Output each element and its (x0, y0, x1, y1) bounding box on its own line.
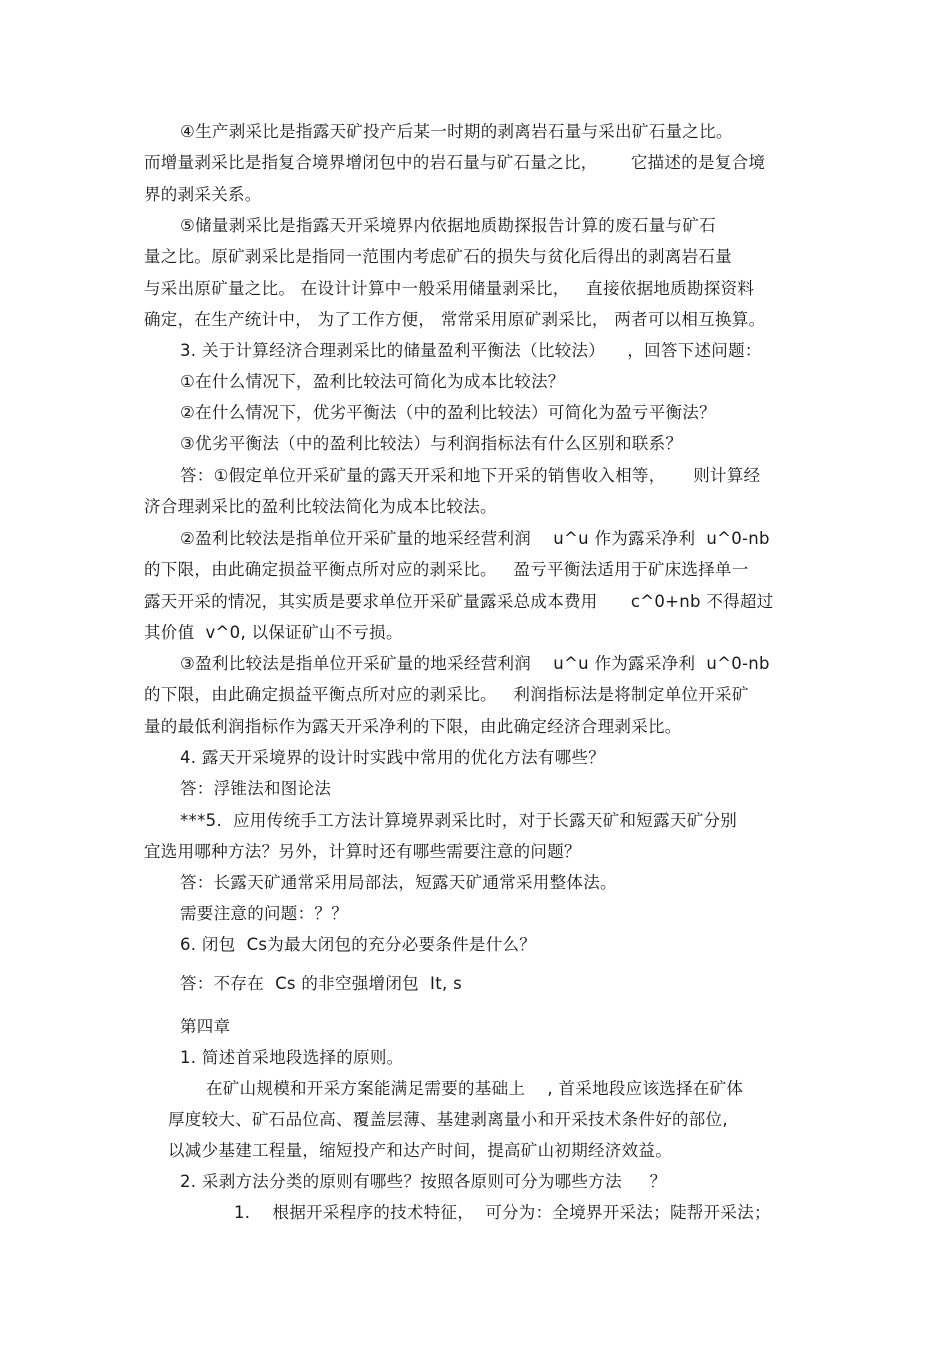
text-line: 露天开采的情况，其实质是要求单位开采矿量露采总成本费用 c^0+nb 不得超过 (144, 592, 774, 611)
text-line: ③优劣平衡法（中的盈利比较法）与利润指标法有什么区别和联系？ (180, 434, 683, 453)
text-line: 答：①假定单位开采矿量的露天开采和地下开采的销售收入相等， 则计算经 (180, 466, 761, 485)
text-line: 与采出原矿量之比。 在设计计算中一般采用储量剥采比， 直接依据地质勘探资料 (144, 279, 755, 298)
text-line: ④生产剥采比是指露天矿投产后某一时期的剥离岩石量与采出矿石量之比。 (180, 122, 733, 141)
text-line: ①在什么情况下，盈利比较法可简化为成本比较法？ (180, 372, 565, 391)
question-heading: 4. 露天开采境界的设计时实践中常用的优化方法有哪些？ (180, 748, 606, 767)
text-line: 确定，在生产统计中， 为了工作方便， 常常采用原矿剥采比， 两者可以相互换算。 (144, 310, 766, 329)
text-line: ⑤储量剥采比是指露天开采境界内依据地质勘探报告计算的废石量与矿石 (180, 216, 716, 235)
question-heading: 2. 采剥方法分类的原则有哪些？按照各原则可分为哪些方法 ？ (180, 1172, 667, 1191)
text-line: 需要注意的问题：？？ (180, 904, 348, 923)
text-line: 答：浮锥法和图论法 (180, 779, 332, 798)
question-heading: 1. 简述首采地段选择的原则。 (180, 1048, 404, 1067)
text-line: 答：不存在 Cs 的非空强增闭包 It, s (180, 974, 462, 993)
text-line: 以减少基建工程量，缩短投产和达产时间，提高矿山初期经济效益。 (168, 1141, 672, 1160)
text-line: 在矿山规模和开采方案能满足需要的基础上 , 首采地段应该选择在矿体 (206, 1079, 744, 1098)
text-line: 量之比。原矿剥采比是指同一范围内考虑矿石的损失与贫化后得出的剥离岩石量 (144, 247, 732, 266)
question-heading: ***5. 应用传统手工方法计算境界剥采比时，对于长露天矿和短露天矿分别 (180, 811, 738, 830)
text-line: ③盈利比较法是指单位开采矿量的地采经营利润 u^u 作为露采净利 u^0-nb (180, 654, 770, 673)
text-line: 其价值 v^0, 以保证矿山不亏损。 (144, 623, 403, 642)
text-line: ②在什么情况下，优劣平衡法（中的盈利比较法）可简化为盈亏平衡法？ (180, 403, 716, 422)
question-heading: 6. 闭包 Cs为最大闭包的充分必要条件是什么？ (180, 935, 537, 954)
text-line: 界的剥采关系。 (144, 185, 262, 204)
text-line: 厚度较大、矿石品位高、覆盖层薄、基建剥离量小和开采技术条件好的部位, (168, 1110, 728, 1129)
text-line: 的下限，由此确定损益平衡点所对应的剥采比。 利润指标法是将制定单位开采矿 (144, 685, 749, 704)
text-line: 答：长露天矿通常采用局部法，短露天矿通常采用整体法。 (180, 873, 617, 892)
text-line: 量的最低利润指标作为露天开采净利的下限，由此确定经济合理剥采比。 (144, 717, 682, 736)
list-item: 1. 根据开采程序的技术特征， 可分为：全境界开采法；陡帮开采法； (234, 1203, 771, 1222)
question-heading: 3. 关于计算经济合理剥采比的储量盈利平衡法（比较法） ，回答下述问题： (180, 341, 762, 360)
text-line: 济合理剥采比的盈利比较法简化为成本比较法。 (144, 497, 497, 516)
text-line: 宜选用哪种方法？另外，计算时还有哪些需要注意的问题？ (144, 842, 581, 861)
text-line: ②盈利比较法是指单位开采矿量的地采经营利润 u^u 作为露采净利 u^0-nb (180, 529, 770, 548)
text-line: 的下限，由此确定损益平衡点所对应的剥采比。 盈亏平衡法适用于矿床选择单一 (144, 560, 749, 579)
chapter-heading: 第四章 (180, 1017, 231, 1036)
text-line: 而增量剥采比是指复合境界增闭包中的岩石量与矿石量之比， 它描述的是复合境 (144, 153, 766, 172)
